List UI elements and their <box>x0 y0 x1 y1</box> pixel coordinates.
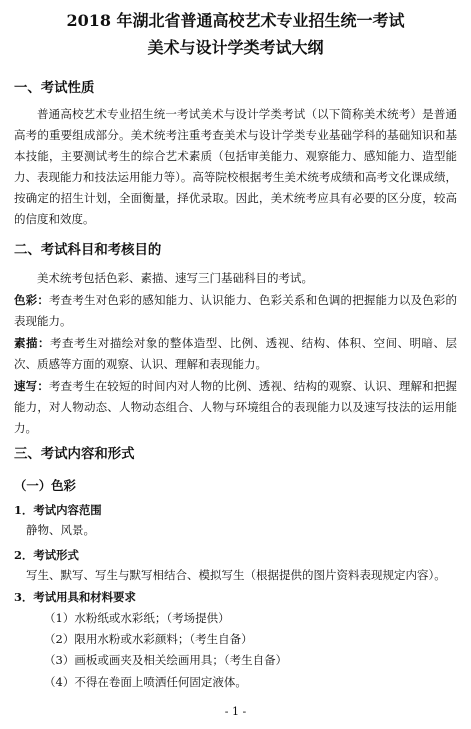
item-heading-format: 2．考试形式 <box>14 548 79 562</box>
subject-sketch-label: 素描： <box>14 336 50 350</box>
section-heading-subjects: 二、考试科目和考核目的 <box>14 242 162 258</box>
tools-item-2: （2）限用水粉或水彩颜料；（考生自备） <box>44 632 253 646</box>
tools-item-1: （1）水粉纸或水彩纸；（考场提供） <box>44 611 230 625</box>
document-subtitle: 美术与设计学类考试大纲 <box>147 38 324 57</box>
exam-nature-paragraph: 普通高校艺术专业招生统一考试美术与设计学类考试（以下简称美术统考）是普通高考的重要组成部分。美术统考注重考查美术与设计学类专业基础学科的基础知识和基本技能，主要测试考生的综合艺术素质（包括审美能力、观察能力、感知能力、造型能力、表现能力和技法运用能力等）。高等院校根据考生美术统考成绩和高考文化课成绩，按确定的招生计划，全面衡量，择优录取。因此，美术统考应具有必要的区分度，较高的信度和效度。 <box>14 107 457 226</box>
item-heading-scope: 1．考试内容范围 <box>14 503 102 517</box>
tools-item-3: （3）画板或画夹及相关绘画用具；（考生自备） <box>44 653 288 667</box>
subject-quick-sketch-text: 考查考生在较短的时间内对人物的比例、透视、结构的观察、认识、理解和把握能力，对人物动态、人物动态组合、人物与环境组合的表现能力以及速写技法的运用能力。 <box>14 379 458 435</box>
page-number: - 1 - <box>224 705 247 718</box>
format-text: 写生、默写、写生与默写相结合、模拟写生（根据提供的图片资料表现规定内容）。 <box>26 568 446 582</box>
subject-quick-sketch <box>14 376 457 439</box>
subject-quick-sketch-label: 速写： <box>14 379 49 393</box>
subject-color <box>14 290 457 332</box>
subjects-intro: 美术统考包括色彩、素描、速写三门基础科目的考试。 <box>37 271 313 285</box>
section-heading-exam-nature: 一、考试性质 <box>14 80 95 96</box>
scope-text: 静物、风景。 <box>26 523 95 537</box>
subject-sketch <box>14 333 457 375</box>
item-heading-tools: 3．考试用具和材料要求 <box>14 590 136 604</box>
section-heading-content-format: 三、考试内容和形式 <box>14 446 135 462</box>
subsection-heading-color: （一）色彩 <box>14 478 76 493</box>
tools-item-4: （4）不得在卷面上喷洒任何固定液体。 <box>44 675 247 689</box>
subject-color-label: 色彩： <box>14 293 49 307</box>
subject-color-text: 考查考生对色彩的感知能力、认识能力、色彩关系和色调的把握能力以及色彩的表现能力。 <box>14 293 458 328</box>
document-title: 2018 年湖北省普通高校艺术专业招生统一考试 <box>66 11 405 30</box>
subject-sketch-text: 考查考生对描绘对象的整体造型、比例、透视、结构、体积、空间、明暗、层次、质感等方面的观察、认识、理解和表现能力。 <box>14 336 458 371</box>
